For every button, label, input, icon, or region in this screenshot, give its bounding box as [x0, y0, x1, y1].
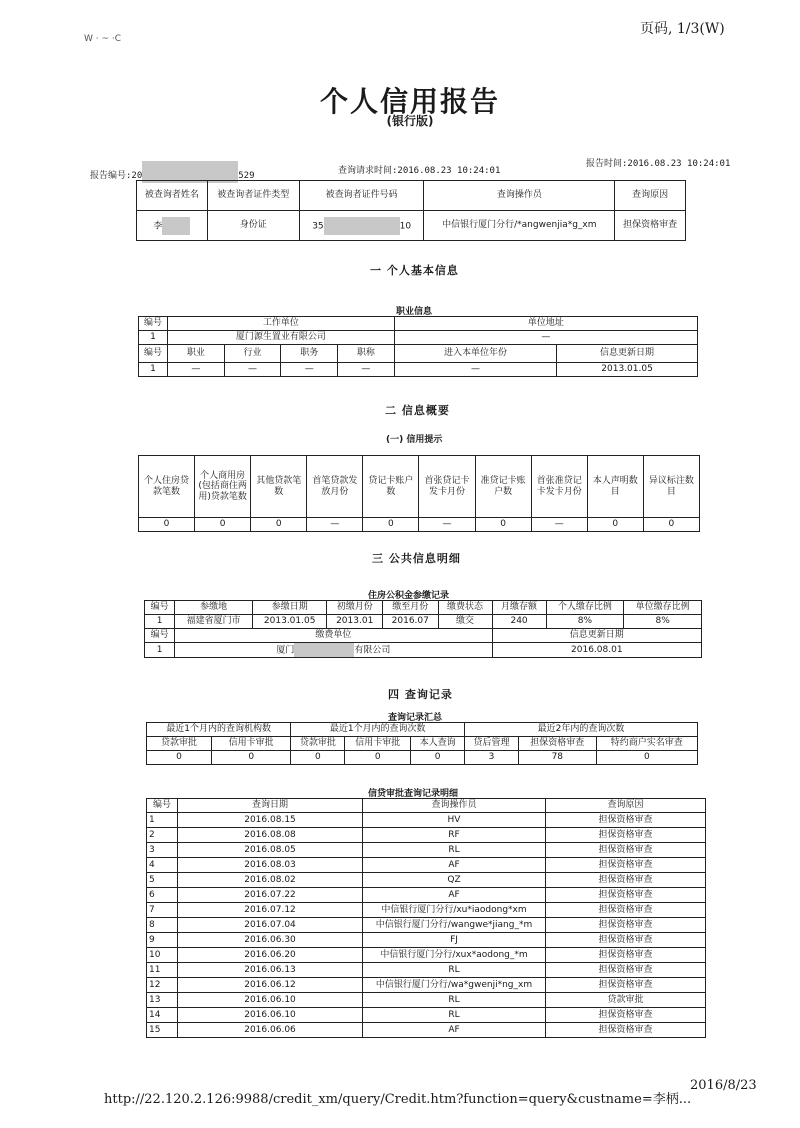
id-type: 身份证 [207, 211, 299, 241]
query-reason: 担保资格审查 [546, 873, 706, 888]
header-cell: 首张贷记卡发卡月份 [419, 456, 475, 518]
query-date: 2016.07.12 [178, 903, 363, 918]
table-row [147, 903, 706, 918]
cell: — [394, 331, 697, 345]
cell: 0 [147, 751, 212, 765]
page-title: 个人信用报告 [319, 85, 500, 118]
header-cell: 单位地址 [394, 317, 697, 331]
header-cell: 职称 [338, 345, 395, 363]
table-row [147, 948, 706, 963]
footer-date: 2016/8/23 [690, 1078, 757, 1093]
cell: 8% [624, 615, 702, 629]
report-time: 报告时间:2016.08.23 10:24:01 [586, 159, 731, 169]
row-number: 10 [147, 948, 178, 963]
payer-unit-cell [175, 643, 492, 658]
row-number: 1 [147, 813, 178, 828]
row-number: 3 [147, 843, 178, 858]
query-reason: 担保资格审查 [546, 978, 706, 993]
header-cell: 贷记卡账户数 [363, 456, 419, 518]
query-operator: RL [363, 843, 546, 858]
header-cell: 贷后管理 [465, 737, 519, 751]
row-number: 6 [147, 888, 178, 903]
cell: — [168, 363, 225, 377]
cell: 1 [139, 331, 168, 345]
table-row [147, 843, 706, 858]
table-row [147, 963, 706, 978]
query-reason: 担保资格审查 [546, 1023, 706, 1038]
header-cell: 本人查询 [411, 737, 465, 751]
query-date: 2016.08.15 [178, 813, 363, 828]
credit-tip-table [138, 455, 700, 532]
query-date: 2016.06.10 [178, 1008, 363, 1023]
cell: 2013.01 [327, 615, 383, 629]
header-cell: 异议标注数目 [643, 456, 699, 518]
cell: 1 [145, 615, 175, 629]
header-cell: 编号 [147, 799, 178, 813]
query-date: 2016.08.08 [178, 828, 363, 843]
row-number: 15 [147, 1023, 178, 1038]
report-number-suffix: 529 [238, 171, 255, 181]
query-operator: 中信银行厦门分行/*angwenjia*g_xm [424, 211, 615, 241]
header-cell: 查询操作员 [363, 799, 546, 813]
query-date: 2016.06.20 [178, 948, 363, 963]
cell: — [394, 363, 556, 377]
query-reason: 担保资格审查 [546, 918, 706, 933]
header-cell: 缴费单位 [175, 629, 492, 643]
table-row [147, 1023, 706, 1038]
header-cell: 参缴日期 [252, 601, 326, 615]
query-date: 2016.06.13 [178, 963, 363, 978]
header-cell: 贷款审批 [291, 737, 345, 751]
header-cell: 缴至月份 [382, 601, 438, 615]
table-row [147, 1008, 706, 1023]
row-number: 13 [147, 993, 178, 1008]
header-cell: 参缴地 [175, 601, 253, 615]
section-title-public-info: 三 公共信息明细 [372, 552, 461, 565]
table-row [147, 978, 706, 993]
job-info-caption: 职业信息 [396, 307, 433, 317]
subject-name-cell [137, 211, 208, 241]
query-operator: RL [363, 1008, 546, 1023]
row-number: 7 [147, 903, 178, 918]
cell: 2016.07 [382, 615, 438, 629]
cell: 缴交 [438, 615, 492, 629]
cell: 0 [475, 518, 531, 532]
header-cell: 本人声明数目 [587, 456, 643, 518]
cell: 2016.08.01 [492, 643, 701, 658]
query-date: 2016.07.04 [178, 918, 363, 933]
cell: 3 [465, 751, 519, 765]
cell: 0 [195, 518, 251, 532]
header-cell: 职业 [168, 345, 225, 363]
cell: 8% [546, 615, 624, 629]
cell: — [307, 518, 363, 532]
table-row [147, 933, 706, 948]
query-date: 2016.06.06 [178, 1023, 363, 1038]
table-row [147, 918, 706, 933]
cell: — [338, 363, 395, 377]
header-cell: 最近2年内的查询次数 [465, 723, 698, 737]
header-cell: 准贷记卡账户数 [475, 456, 531, 518]
section-title-query-records: 四 查询记录 [388, 688, 453, 701]
header-cell: 职务 [281, 345, 338, 363]
query-date: 2016.06.12 [178, 978, 363, 993]
row-number: 2 [147, 828, 178, 843]
header-cell: 单位缴存比例 [624, 601, 702, 615]
header-cell: 行业 [224, 345, 281, 363]
query-summary-caption: 查询记录汇总 [388, 713, 443, 723]
header-cell: 编号 [139, 317, 168, 331]
query-operator: RF [363, 828, 546, 843]
query-operator: AF [363, 858, 546, 873]
header-cell: 初缴月份 [327, 601, 383, 615]
header-cell: 首笔贷款发放月份 [307, 456, 363, 518]
header-cell: 最近1个月内的查询机构数 [147, 723, 291, 737]
header-cell: 被查询者证件类型 [207, 181, 299, 211]
cell: — [281, 363, 338, 377]
row-number: 8 [147, 918, 178, 933]
query-reason: 贷款审批 [546, 993, 706, 1008]
subject-name: 李 [153, 221, 163, 231]
id-number-cell [299, 211, 423, 241]
cell: 78 [519, 751, 597, 765]
header-cell: 个人缴存比例 [546, 601, 624, 615]
header-cell: 被查询者证件号码 [299, 181, 423, 211]
query-reason: 担保资格审查 [546, 963, 706, 978]
row-number: 9 [147, 933, 178, 948]
query-reason: 担保资格审查 [546, 813, 706, 828]
job-info-table [138, 316, 698, 377]
header-cell: 进入本单位年份 [394, 345, 556, 363]
query-reason: 担保资格审查 [546, 858, 706, 873]
cell: 2013.01.05 [557, 363, 698, 377]
query-date: 2016.08.02 [178, 873, 363, 888]
redaction-block [294, 643, 354, 657]
header-cell: 信用卡审批 [345, 737, 411, 751]
table-row [147, 888, 706, 903]
query-reason: 担保资格审查 [546, 933, 706, 948]
id-suffix: 10 [399, 221, 412, 231]
id-prefix: 35 [312, 221, 324, 231]
employer-name: 厦门源生置业有限公司 [168, 331, 395, 345]
cell: 1 [145, 643, 175, 658]
query-reason: 担保资格审查 [615, 211, 686, 241]
query-date: 2016.06.30 [178, 933, 363, 948]
query-operator: AF [363, 1023, 546, 1038]
report-number-label: 报告编号: [90, 171, 132, 181]
header-cell: 首张准贷记卡发卡月份 [531, 456, 587, 518]
query-date: 2016.08.05 [178, 843, 363, 858]
cell: — [224, 363, 281, 377]
header-cell: 编号 [145, 629, 175, 643]
table-row [147, 873, 706, 888]
cell: 福建省厦门市 [175, 615, 253, 629]
report-number-prefix: 20 [131, 171, 143, 181]
query-operator: AF [363, 888, 546, 903]
header-cell: 查询操作员 [424, 181, 615, 211]
cell: 0 [139, 518, 195, 532]
cell: 240 [492, 615, 546, 629]
header-cell: 信息更新日期 [492, 629, 701, 643]
row-number: 5 [147, 873, 178, 888]
cell: 0 [411, 751, 465, 765]
table-row [147, 813, 706, 828]
section-title-basic-info: 一 个人基本信息 [370, 264, 459, 277]
cell: 0 [212, 751, 291, 765]
header-cell: 查询原因 [615, 181, 686, 211]
query-reason: 担保资格审查 [546, 888, 706, 903]
header-cell: 缴费状态 [438, 601, 492, 615]
header-cell: 担保资格审查 [519, 737, 597, 751]
header-cell: 编号 [145, 601, 175, 615]
page-number: 页码, 1/3(W) [640, 21, 725, 37]
section-title-summary: 二 信息概要 [385, 404, 450, 417]
query-operator: 中信银行厦门分行/wa*gwenji*ng_xm [363, 978, 546, 993]
footer-url: http://22.120.2.126:9988/credit_xm/query/Credit.htm?function=query&custname=李柄... [104, 1092, 692, 1107]
query-date: 2016.08.03 [178, 858, 363, 873]
table-row [147, 993, 706, 1008]
query-reason: 担保资格审查 [546, 1008, 706, 1023]
header-cell: 编号 [139, 345, 168, 363]
payer-unit-suffix: 有限公司 [354, 645, 391, 656]
header-cell: 信用卡审批 [212, 737, 291, 751]
cell: 0 [345, 751, 411, 765]
query-operator: 中信银行厦门分行/xux*aodong_*m [363, 948, 546, 963]
query-operator: RL [363, 963, 546, 978]
payer-unit-prefix: 厦门 [276, 645, 295, 656]
table-row [147, 828, 706, 843]
header-cell: 查询原因 [546, 799, 706, 813]
housing-fund-caption: 住房公积金参缴记录 [368, 591, 450, 601]
redaction-block [324, 217, 400, 235]
header-cell: 月缴存额 [492, 601, 546, 615]
query-info-table [136, 180, 686, 241]
header-cell: 最近1个月内的查询次数 [291, 723, 465, 737]
query-date: 2016.06.10 [178, 993, 363, 1008]
header-cell: 信息更新日期 [557, 345, 698, 363]
row-number: 14 [147, 1008, 178, 1023]
query-date: 2016.07.22 [178, 888, 363, 903]
cell: — [531, 518, 587, 532]
corner-mark: W · ~ ·C [84, 34, 122, 44]
row-number: 11 [147, 963, 178, 978]
query-detail-table [146, 798, 706, 1038]
query-operator: QZ [363, 873, 546, 888]
cell: 1 [139, 363, 168, 377]
header-cell: 工作单位 [168, 317, 395, 331]
credit-tip-caption: (一) 信用提示 [386, 435, 443, 445]
query-reason: 担保资格审查 [546, 843, 706, 858]
table-row [147, 858, 706, 873]
cell: — [419, 518, 475, 532]
query-reason: 担保资格审查 [546, 903, 706, 918]
cell: 2013.01.05 [252, 615, 326, 629]
cell: 0 [643, 518, 699, 532]
row-number: 12 [147, 978, 178, 993]
header-cell: 特约商户实名审查 [596, 737, 697, 751]
header-cell: 被查询者姓名 [137, 181, 208, 211]
cell: 0 [291, 751, 345, 765]
header-cell: 其他贷款笔数 [251, 456, 307, 518]
page-subtitle: (银行版) [386, 114, 434, 128]
query-reason: 担保资格审查 [546, 828, 706, 843]
header-cell: 个人住房贷款笔数 [139, 456, 195, 518]
cell: 0 [587, 518, 643, 532]
cell: 0 [251, 518, 307, 532]
redaction-block [162, 217, 190, 235]
query-operator: FJ [363, 933, 546, 948]
query-request-time: 查询请求时间:2016.08.23 10:24:01 [338, 166, 501, 176]
query-operator: 中信银行厦门分行/xu*iaodong*xm [363, 903, 546, 918]
query-summary-table [146, 722, 698, 765]
cell: 0 [363, 518, 419, 532]
query-operator: HV [363, 813, 546, 828]
housing-fund-table [144, 600, 702, 658]
query-operator: RL [363, 993, 546, 1008]
cell: 0 [596, 751, 697, 765]
header-cell: 查询日期 [178, 799, 363, 813]
query-detail-caption: 信贷审批查询记录明细 [368, 789, 459, 799]
header-cell: 贷款审批 [147, 737, 212, 751]
header-cell: 个人商用房(包括商住两用)贷款笔数 [195, 456, 251, 518]
row-number: 4 [147, 858, 178, 873]
query-operator: 中信银行厦门分行/wangwe*jiang_*m [363, 918, 546, 933]
query-reason: 担保资格审查 [546, 948, 706, 963]
